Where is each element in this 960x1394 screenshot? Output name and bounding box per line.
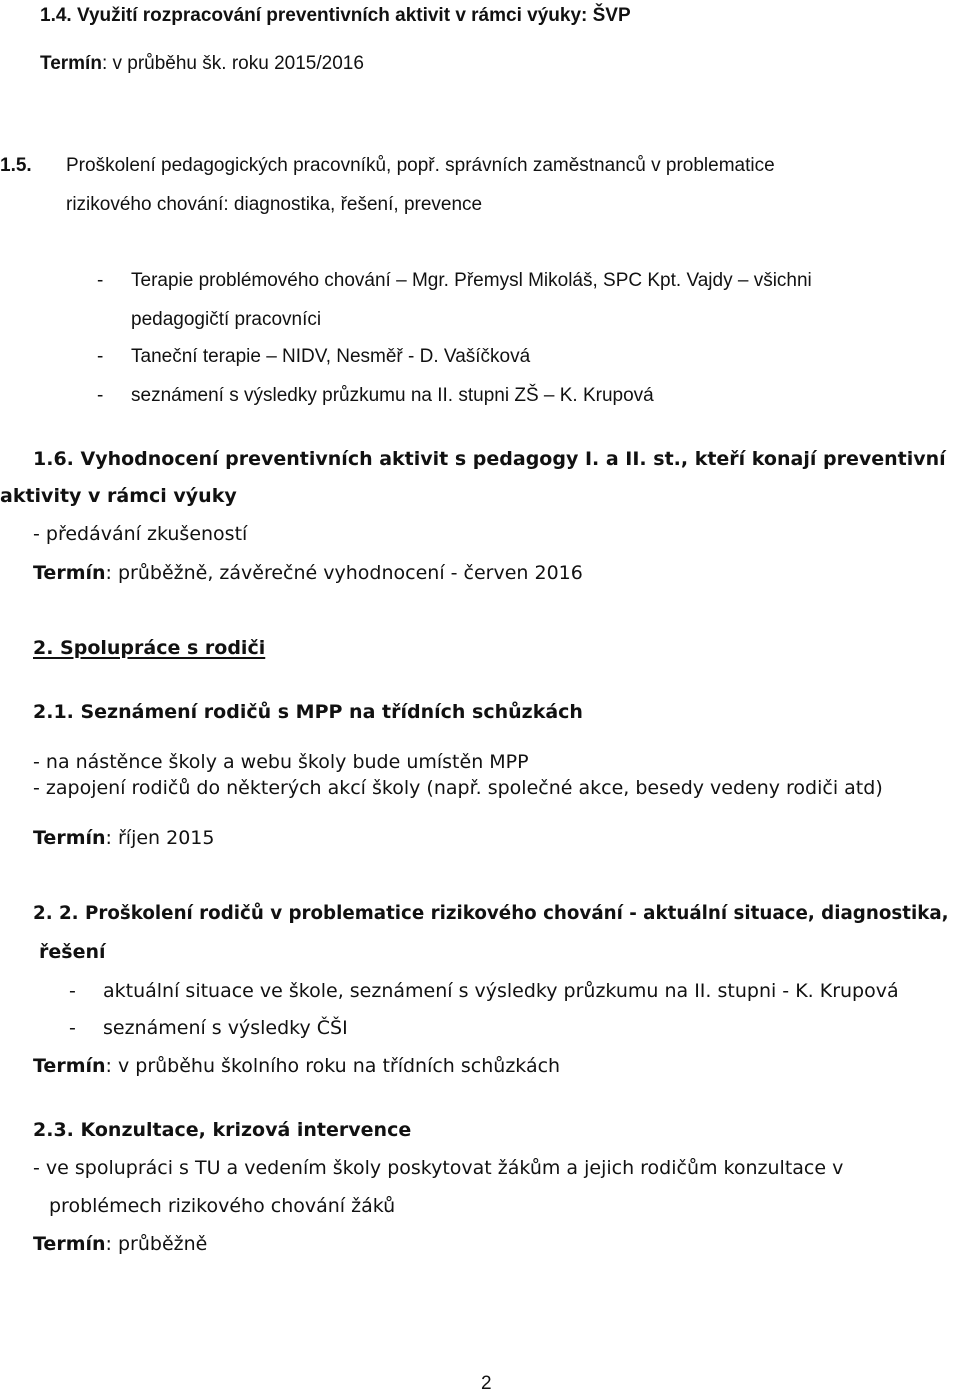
term-label: Termín — [33, 827, 106, 849]
section-2-2-heading-line1: 2. 2. Proškolení rodičů v problematice rizikového chování - aktuální situace, diagnostika, — [33, 903, 949, 924]
section-2-1-term — [33, 829, 214, 848]
section-1-5-number: 1.5. — [0, 155, 32, 176]
term-label: Termín — [33, 562, 106, 584]
section-2-2-heading-line2: řešení — [39, 941, 106, 963]
list-item-dash: - — [97, 385, 104, 406]
section-2-3-item-line1: - ve spolupráci s TU a vedením školy poskytovat žákům a jejich rodičům konzultace v — [33, 1157, 844, 1179]
list-item-dash: - — [97, 270, 104, 291]
list-item-dash: - — [69, 1017, 76, 1039]
list-item: seznámení s výsledky ČŠI — [103, 1017, 348, 1039]
section-2-1-heading: 2.1. Seznámení rodičů s MPP na třídních schůzkách — [33, 701, 583, 723]
section-2-3-heading: 2.3. Konzultace, krizová intervence — [33, 1119, 412, 1141]
section-1-4-heading: 1.4. Využití rozpracování preventivních aktivit v rámci výuky: ŠVP — [40, 5, 631, 26]
section-1-4-term — [40, 54, 364, 73]
section-1-5-heading-line1: Proškolení pedagogických pracovníků, popř. správních zaměstnanců v problematice — [66, 155, 775, 176]
section-1-5-heading-line2: rizikového chování: diagnostika, řešení, prevence — [66, 194, 483, 215]
section-1-6-term — [33, 564, 583, 583]
section-2-1-item: - zapojení rodičů do některých akcí školy (např. společné akce, besedy vedeny rodiči atd) — [33, 777, 883, 799]
term-value: : v průběhu šk. roku 2015/2016 — [101, 53, 364, 74]
section-1-6-item: - předávání zkušeností — [33, 523, 248, 545]
term-value: : průběžně, závěrečné vyhodnocení - červen 2016 — [105, 562, 583, 584]
list-item: aktuální situace ve škole, seznámení s výsledky průzkumu na II. stupni - K. Krupová — [103, 980, 899, 1002]
section-2-3-item-line2: problémech rizikového chování žáků — [49, 1195, 396, 1217]
page-number: 2 — [481, 1373, 492, 1394]
section-2-2-term — [33, 1057, 560, 1076]
term-value: : průběžně — [105, 1233, 208, 1255]
list-item: Terapie problémového chování – Mgr. Přemysl Mikoláš, SPC Kpt. Vajdy – všichni — [131, 270, 812, 291]
term-label: Termín — [33, 1055, 106, 1077]
section-2-3-term — [33, 1235, 207, 1254]
list-item-continuation: pedagogičtí pracovníci — [131, 309, 322, 330]
list-item: Taneční terapie – NIDV, Nesměř - D. Vašíčková — [131, 346, 531, 367]
term-value: : říjen 2015 — [105, 827, 215, 849]
section-2-heading: 2. Spolupráce s rodiči — [33, 637, 266, 659]
list-item-dash: - — [97, 346, 104, 367]
list-item-dash: - — [69, 980, 76, 1002]
section-2-1-item: - na nástěnce školy a webu školy bude umístěn MPP — [33, 751, 529, 773]
term-label: Termín — [40, 53, 102, 74]
section-1-6-heading-line2: aktivity v rámci výuky — [0, 485, 237, 507]
term-value: : v průběhu školního roku na třídních schůzkách — [105, 1055, 561, 1077]
list-item: seznámení s výsledky průzkumu na II. stupni ZŠ – K. Krupová — [131, 385, 654, 406]
term-label: Termín — [33, 1233, 106, 1255]
section-1-6-heading-line1: 1.6. Vyhodnocení preventivních aktivit s pedagogy I. a II. st., kteří konají preventivní — [33, 448, 946, 470]
